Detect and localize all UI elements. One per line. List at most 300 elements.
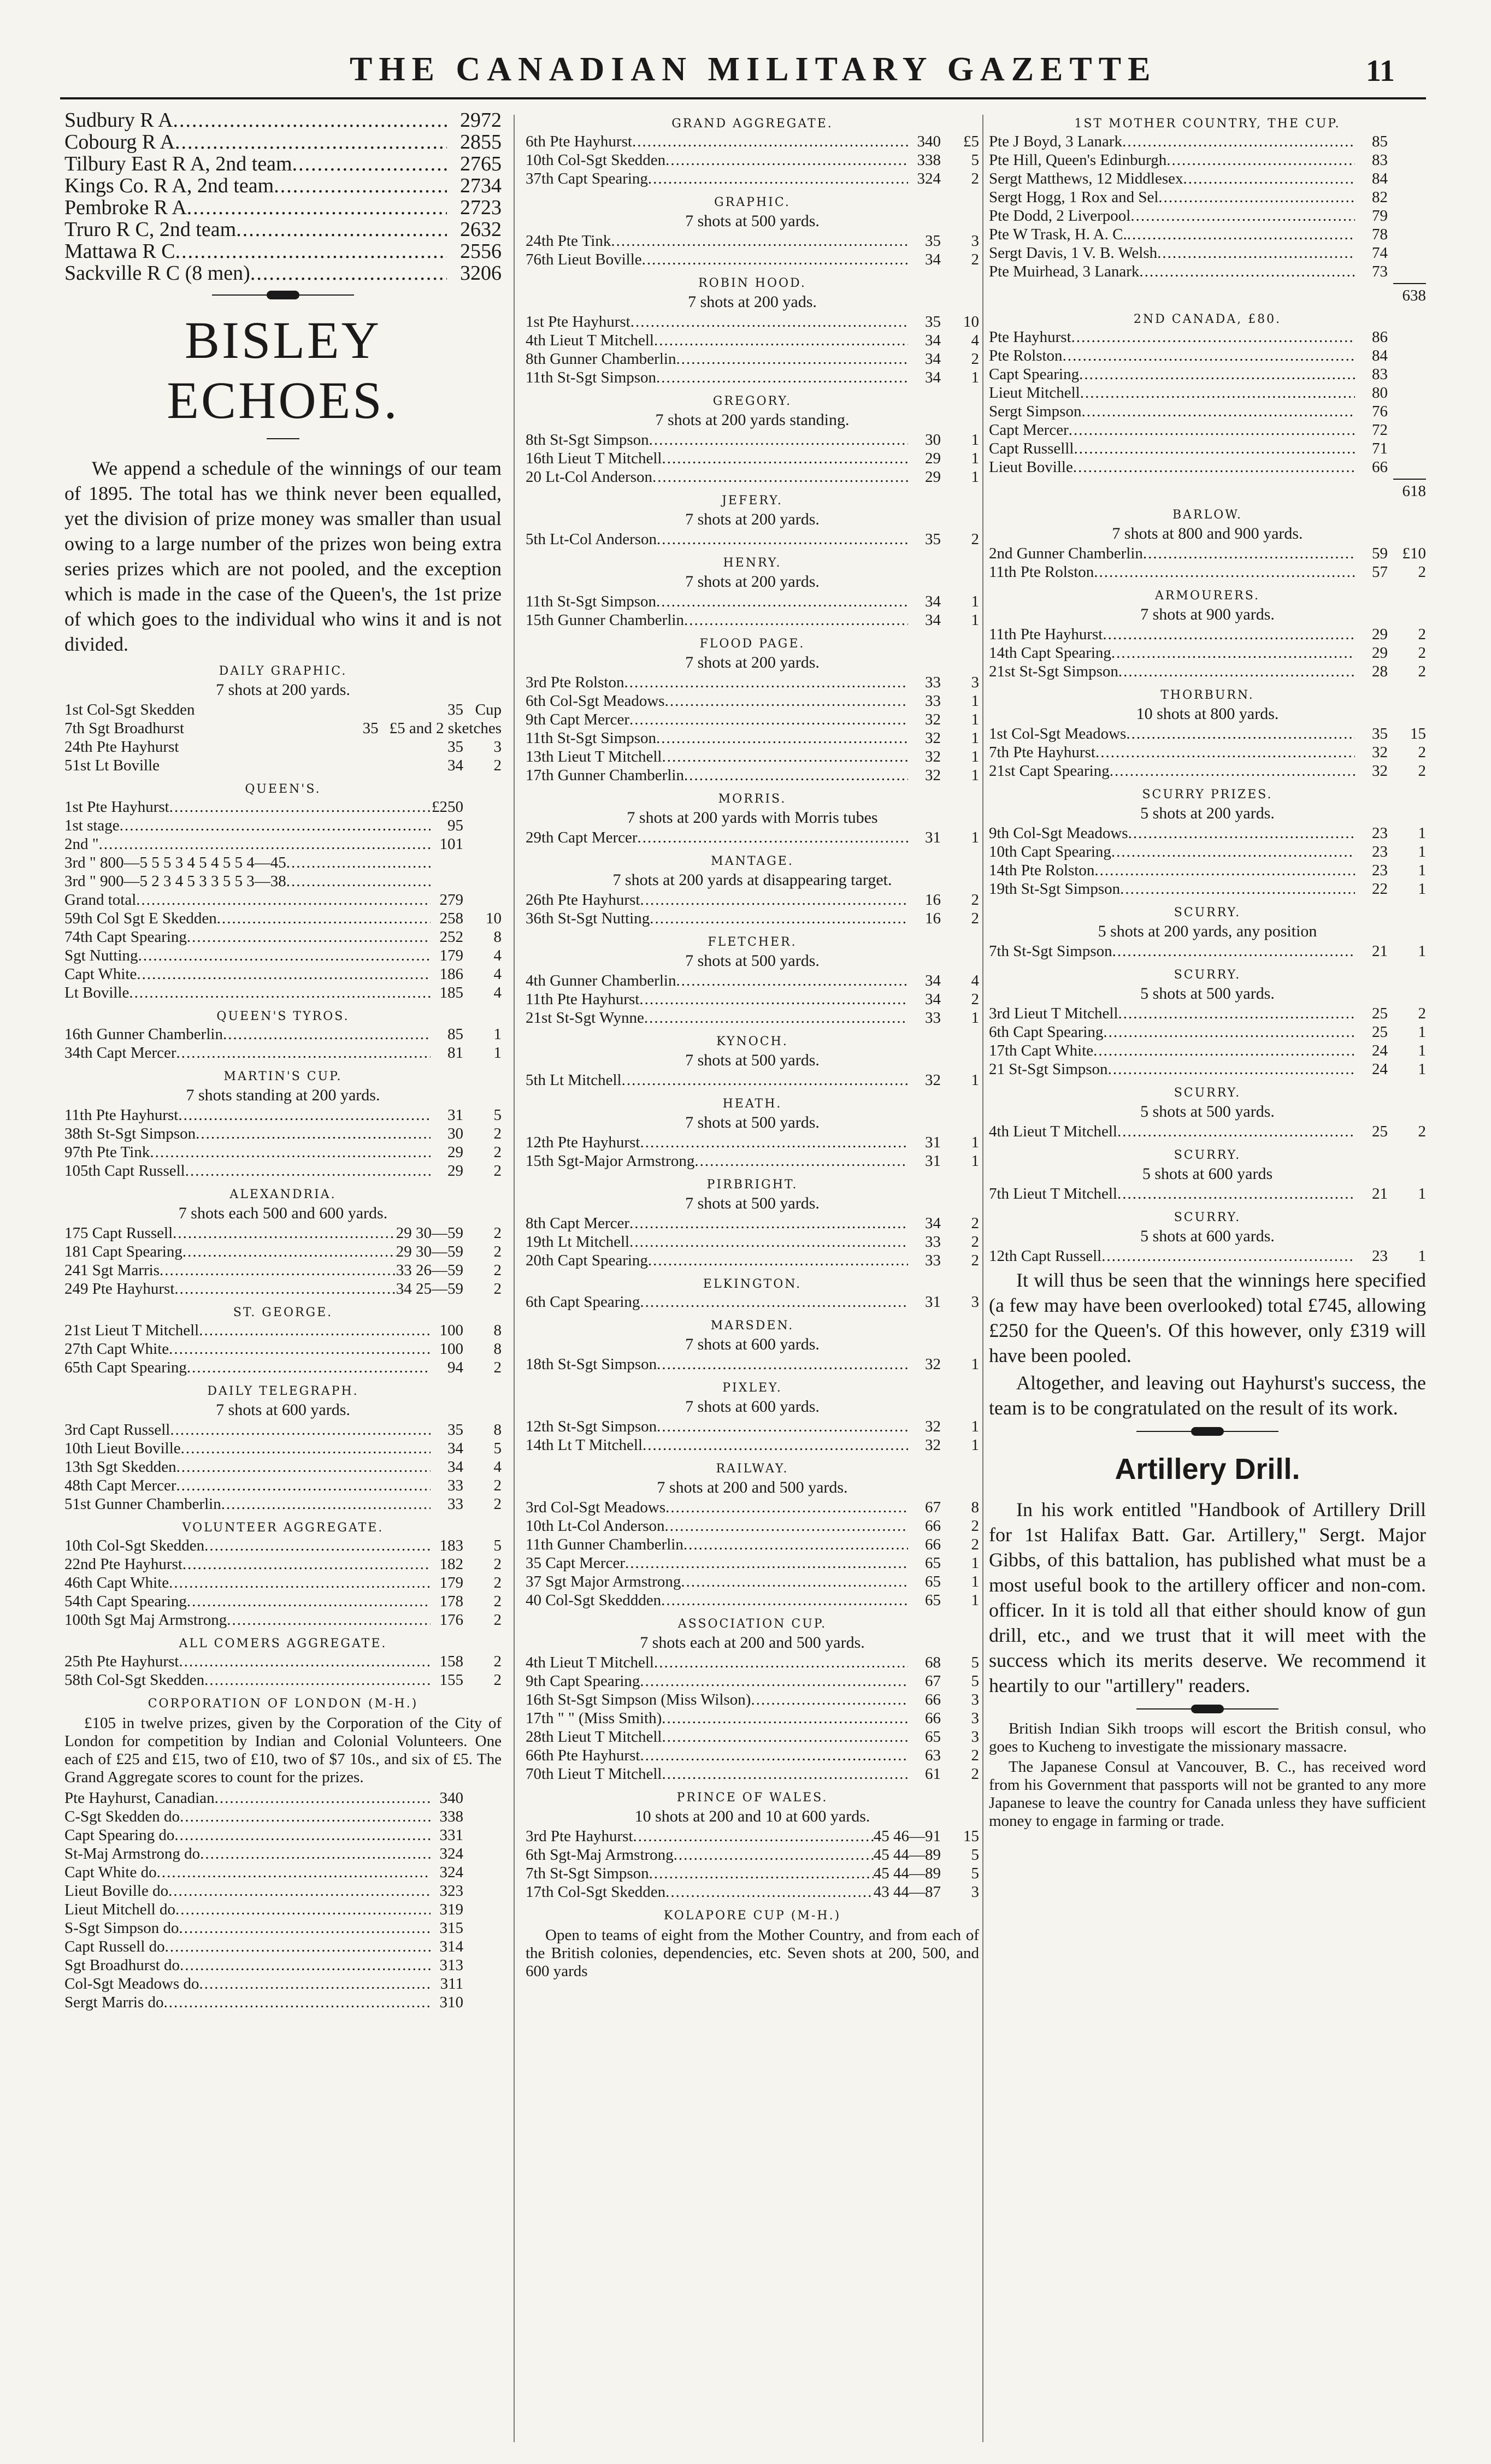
result-row: [64, 1280, 502, 1298]
competitor-name: 11th St-Sgt Simpson: [526, 729, 657, 747]
result-row: [64, 1124, 502, 1143]
title-rule: [267, 438, 299, 439]
section-heading: THORBURN.: [1160, 688, 1254, 702]
prize: 1: [1418, 1247, 1426, 1265]
score: 2556: [460, 240, 502, 263]
prize: 2: [971, 1233, 979, 1251]
result-row: [64, 1993, 502, 2012]
score: 31: [447, 1106, 463, 1124]
score: 32: [925, 767, 941, 784]
result-row: [526, 828, 979, 847]
result-row: [526, 151, 979, 169]
score: 34: [447, 757, 463, 774]
result-row: [526, 1827, 979, 1846]
competitor-name: 46th Capt White: [64, 1574, 169, 1591]
score: 28: [1372, 663, 1388, 680]
result-row: [526, 710, 979, 729]
section-heading: GREGORY.: [712, 394, 792, 408]
competitor-name: 11th Pte Hayhurst: [989, 626, 1103, 643]
prize: [1388, 225, 1426, 244]
leader-dots: [199, 1974, 431, 1993]
score: 66: [925, 1710, 941, 1727]
prize: 1: [1418, 942, 1426, 960]
prize: 1: [971, 729, 979, 747]
competitor-name: 11th Gunner Chamberlin: [526, 1536, 683, 1553]
result-row: [64, 719, 502, 738]
prize: [1388, 262, 1426, 281]
result-row: [526, 1251, 979, 1270]
result-row: [989, 861, 1426, 880]
leader-dots: [656, 368, 908, 387]
competitor-name: Sergt Hogg, 1 Rox and Sel: [989, 188, 1159, 206]
prize: 1: [971, 1591, 979, 1609]
result-row: [526, 1233, 979, 1251]
competitor-name: 8th St-Sgt Simpson: [526, 431, 649, 449]
score: 34: [447, 1458, 463, 1476]
score: 43 44—87: [873, 1883, 941, 1901]
result-row: [64, 700, 502, 719]
score: 34: [925, 991, 941, 1008]
result-row: [64, 891, 502, 909]
leader-dots: [1117, 1184, 1355, 1203]
bisley-intro: We append a schedule of the winnings of our team of 1895. The total has we think never been equalled, yet the division of prize money was smaller than usual owing to a large number of the prizes won being extra series prizes which are not pooled, and the exception which is made in the case of the Queen's, the 1st prize of which goes to the individual who wins it and is not divided.: [64, 457, 502, 655]
competitor-name: Sergt Matthews, 12 Middlesex: [989, 170, 1183, 187]
leader-dots: [170, 1420, 431, 1439]
result-row: [64, 1592, 502, 1611]
score: 33: [925, 692, 941, 710]
leader-dots: [1118, 1004, 1355, 1023]
score: 29: [1372, 626, 1388, 643]
leader-dots: [625, 1554, 908, 1572]
competitor-name: 7th St-Sgt Simpson: [989, 942, 1112, 960]
leader-dots: [1069, 421, 1355, 439]
competitor-name: 11th Pte Rolston: [989, 563, 1094, 581]
competitor-name: Capt Spearing do: [64, 1826, 175, 1844]
leader-dots: [681, 1572, 908, 1591]
score: 324: [917, 170, 941, 187]
score: 22: [1372, 880, 1388, 898]
prize: 8: [493, 1340, 502, 1358]
prize: 2: [493, 1574, 502, 1591]
score: 33: [925, 1233, 941, 1251]
section-heading: VOLUNTEER AGGREGATE.: [182, 1521, 384, 1535]
result-row: [64, 1025, 502, 1044]
summary-paragraph: Altogether, and leaving out Hayhurst's success, the team is to be congratulated on the result of its work.: [989, 1372, 1426, 1419]
result-row: [64, 928, 502, 946]
competitor-name: Capt Spearing: [989, 366, 1080, 383]
leader-dots: [1074, 439, 1355, 458]
ornament-divider: [1136, 1427, 1278, 1436]
result-row: [989, 762, 1426, 780]
result-row: [64, 1044, 502, 1062]
competitor-name: Pte Hill, Queen's Edinburgh: [989, 151, 1167, 169]
competitor-name: 16th Lieut T Mitchell: [526, 450, 662, 467]
leader-dots: [236, 219, 447, 240]
score: 33: [925, 1009, 941, 1027]
score: 59: [1372, 545, 1388, 562]
leader-dots: [174, 1280, 396, 1298]
score: 34 25—59: [396, 1280, 463, 1298]
leader-dots: [129, 983, 431, 1002]
leader-dots: [1080, 384, 1355, 402]
result-row: [526, 232, 979, 250]
leader-dots: [650, 909, 908, 928]
result-row: [64, 1919, 502, 1937]
leader-dots: [640, 1672, 908, 1690]
score: 23: [1372, 824, 1388, 842]
competitor-name: 17th Col-Sgt Skedden: [526, 1883, 666, 1901]
prize: 1: [493, 1044, 502, 1062]
section-heading: SCURRY.: [1174, 1148, 1241, 1162]
competitor-name: 22nd Pte Hayhurst: [64, 1555, 182, 1573]
prize: 2: [493, 1280, 502, 1298]
score: 73: [1372, 263, 1388, 280]
result-row: [989, 207, 1426, 225]
result-row: [64, 219, 502, 240]
leader-dots: [640, 891, 908, 909]
prize: 1: [971, 1071, 979, 1089]
result-row: [526, 1517, 979, 1535]
score: 279: [439, 891, 463, 909]
leader-dots: [676, 971, 908, 990]
result-row: [64, 1439, 502, 1458]
competitor-name: 11th Pte Hayhurst: [64, 1106, 179, 1124]
leader-dots: [182, 1555, 431, 1573]
score: 76: [1372, 403, 1388, 420]
score: 65: [925, 1591, 941, 1609]
leader-dots: [676, 350, 908, 368]
result-row: [526, 1498, 979, 1517]
leader-dots: [654, 331, 908, 350]
leader-dots: [178, 1106, 431, 1124]
competitor-name: Capt White: [64, 965, 137, 983]
competitor-name: 97th Pte Tink: [64, 1143, 150, 1161]
score: 35: [447, 701, 463, 718]
section-note: Open to teams of eight from the Mother Country, and from each of the British colonies, dependencies, etc. Seven shots at 200, 500, and 600 yards: [526, 1926, 979, 1980]
score: 45 44—89: [873, 1846, 941, 1864]
leader-dots: [661, 1591, 908, 1610]
leader-dots: [642, 250, 908, 269]
leader-dots: [649, 1864, 874, 1883]
leader-dots: [174, 1826, 431, 1844]
score: 179: [439, 1574, 463, 1591]
leader-dots: [179, 1652, 431, 1671]
result-row: [526, 971, 979, 990]
result-row: [989, 1004, 1426, 1023]
score: 185: [439, 984, 463, 1001]
leader-dots: [179, 1919, 431, 1937]
prize: [463, 1789, 502, 1807]
section-heading: FLETCHER.: [708, 935, 797, 949]
section-subheading: 7 shots at 200 yards.: [685, 573, 820, 591]
result-row: [64, 1826, 502, 1844]
leader-dots: [1183, 169, 1356, 188]
competitor-name: Pte Hayhurst, Canadian: [64, 1789, 215, 1807]
score: 186: [439, 965, 463, 983]
result-row: [989, 169, 1426, 188]
leader-dots: [223, 1025, 431, 1044]
result-row: [526, 468, 979, 486]
prize: 1: [971, 1355, 979, 1373]
competitor-name: 65th Capt Spearing: [64, 1359, 187, 1376]
score: 66: [925, 1691, 941, 1708]
prize: 2: [971, 1215, 979, 1232]
score: 31: [925, 829, 941, 846]
score: 310: [439, 1994, 463, 2011]
section-subheading: 7 shots at 200 yards.: [216, 681, 350, 699]
masthead-title: THE CANADIAN MILITARY GAZETTE: [350, 51, 1157, 88]
result-row: [526, 1152, 979, 1170]
competitor-name: 66th Pte Hayhurst: [526, 1747, 640, 1764]
prize: 2: [971, 891, 979, 909]
score: 71: [1372, 440, 1388, 457]
leader-dots: [1111, 644, 1355, 662]
competitor-name: 21 St-Sgt Simpson: [989, 1060, 1108, 1078]
prize: 4: [493, 947, 502, 964]
leader-dots: [120, 816, 431, 835]
prize: [463, 1919, 502, 1937]
score: 67: [925, 1499, 941, 1516]
competitor-name: C-Sgt Skedden do: [64, 1808, 180, 1825]
score: 35: [925, 530, 941, 548]
score: 83: [1372, 151, 1388, 169]
leader-dots: [182, 1242, 396, 1261]
leader-dots: [138, 946, 431, 965]
prize: 2: [493, 1555, 502, 1573]
leader-dots: [169, 1340, 431, 1358]
leader-dots: [1127, 225, 1355, 244]
result-row: [64, 816, 502, 835]
competitor-name: 34th Capt Mercer: [64, 1044, 176, 1062]
competitor-name: Sergt Davis, 1 V. B. Welsh: [989, 244, 1158, 262]
prize: 2: [1418, 644, 1426, 662]
result-row: [64, 1242, 502, 1261]
competitor-name: 37 Sgt Major Armstrong: [526, 1573, 681, 1590]
score: 34: [925, 369, 941, 386]
leader-dots: [629, 710, 908, 729]
competitor-name: Capt White do: [64, 1864, 157, 1881]
result-row: [526, 1846, 979, 1864]
result-row: [526, 1728, 979, 1746]
competitor-name: 54th Capt Spearing: [64, 1593, 187, 1610]
result-row: [64, 1321, 502, 1340]
result-row: [526, 1591, 979, 1610]
leader-dots: [160, 1261, 396, 1280]
section-heading: JEFERY.: [722, 494, 783, 508]
result-row: [64, 1476, 502, 1495]
result-row: [526, 1709, 979, 1728]
result-row: [526, 1293, 979, 1311]
score: £250: [432, 798, 463, 816]
prize: [463, 1900, 502, 1919]
prize: 1: [971, 711, 979, 728]
prize: [1388, 132, 1426, 151]
competitor-name: 29th Capt Mercer: [526, 829, 638, 846]
section-heading: FLOOD PAGE.: [699, 637, 805, 651]
section-subheading: 7 shots standing at 200 yards.: [186, 1086, 380, 1104]
competitor-name: Lieut Boville do: [64, 1882, 169, 1900]
score: 29: [925, 468, 941, 486]
score: 65: [925, 1573, 941, 1590]
prize: 8: [493, 1322, 502, 1339]
prize: 1: [1418, 824, 1426, 842]
competitor-name: 7th Pte Hayhurst: [989, 744, 1095, 761]
score: 79: [1372, 207, 1388, 225]
score: 176: [439, 1611, 463, 1629]
ornament-divider: [212, 291, 354, 299]
competitor-name: 21st Lieut T Mitchell: [64, 1322, 199, 1339]
leader-dots: [1118, 662, 1355, 681]
result-row: [989, 625, 1426, 644]
result-row: [526, 132, 979, 151]
prize: 2: [493, 1653, 502, 1670]
result-row: [64, 262, 502, 284]
masthead: [0, 50, 1491, 94]
result-row: [64, 197, 502, 219]
leader-dots: [665, 1517, 908, 1535]
result-row: [526, 530, 979, 549]
score: 35: [362, 720, 379, 737]
prize: 2: [971, 1252, 979, 1269]
score: 32: [925, 1436, 941, 1454]
prize: [463, 835, 502, 853]
result-row: [989, 244, 1426, 262]
section-subheading: 5 shots at 500 yards.: [1140, 1103, 1275, 1121]
section-heading: PIXLEY.: [722, 1381, 782, 1395]
competitor-name: 241 Sgt Marris: [64, 1262, 160, 1279]
score: 94: [447, 1359, 463, 1376]
competitor-name: 11th St-Sgt Simpson: [526, 369, 657, 386]
prize: 1: [971, 748, 979, 765]
result-row: [526, 673, 979, 692]
competitor-name: 6th Capt Spearing: [989, 1023, 1104, 1041]
section-subheading: 7 shots at 200 yards standing.: [655, 411, 850, 429]
competitor-name: Sackville R C (8 men): [64, 262, 250, 285]
leader-dots: [200, 1844, 431, 1863]
competitor-name: Sgt Nutting: [64, 947, 138, 964]
section-heading: CORPORATION OF LONDON (M-H.): [148, 1697, 419, 1711]
score: 30: [925, 431, 941, 449]
section-subheading: 7 shots at 600 yards.: [216, 1401, 350, 1419]
score: 31: [925, 1134, 941, 1151]
result-row: [64, 1652, 502, 1671]
artillery-text: In his work entitled "Handbook of Artillery Drill for 1st Halifax Batt. Gar. Artillery," Sergt. Major Gibbs, of this battalion, has published what must be a most useful book to the artillery officer and non-com. officer. In it is told all that either should know of gun drill, etc., and we trust that it will meet with the success which its merits deserve. We recommend it heartily to our "artillery" readers.: [989, 1499, 1426, 1696]
result-row: [989, 1060, 1426, 1078]
score: 25: [1372, 1005, 1388, 1022]
prize: [463, 1863, 502, 1882]
prize: 2: [1418, 563, 1426, 581]
result-row: [526, 891, 979, 909]
score: 85: [447, 1025, 463, 1043]
prize: 4: [493, 984, 502, 1001]
result-row: [526, 331, 979, 350]
prize: 2: [493, 1162, 502, 1180]
leader-dots: [180, 1807, 431, 1826]
leader-dots: [665, 1883, 874, 1901]
leader-dots: [1094, 563, 1355, 581]
leader-dots: [175, 131, 447, 153]
score: 35: [447, 738, 463, 756]
prize: 2: [1418, 626, 1426, 643]
competitor-name: 9th Capt Mercer: [526, 711, 630, 728]
section-heading: 1ST MOTHER COUNTRY, THE CUP.: [1074, 117, 1341, 131]
competitor-name: 3rd Pte Hayhurst: [526, 1828, 633, 1845]
competitor-name: 40 Col-Sgt Skeddden: [526, 1591, 662, 1609]
score: 32: [925, 1071, 941, 1089]
result-row: [989, 328, 1426, 346]
section-subheading: 5 shots at 500 yards.: [1140, 985, 1275, 1003]
competitor-name: 58th Col-Sgt Skedden: [64, 1671, 205, 1689]
result-row: [526, 1572, 979, 1591]
score: 34: [447, 1440, 463, 1457]
result-row: [64, 1458, 502, 1476]
leader-dots: [622, 1071, 908, 1089]
competitor-name: 20 Lt-Col Anderson: [526, 468, 652, 486]
leader-dots: [286, 853, 431, 872]
result-row: [989, 402, 1426, 421]
score: 29: [925, 450, 941, 467]
competitor-name: 2nd Gunner Chamberlin: [989, 545, 1143, 562]
competitor-name: 48th Capt Mercer: [64, 1477, 176, 1494]
competitor-name: 3rd " 800—5 5 5 3 4 5 4 5 5 4—45: [64, 854, 286, 871]
competitor-name: 1st Col-Sgt Meadows: [989, 725, 1127, 742]
score: 33: [925, 674, 941, 691]
leader-dots: [1079, 365, 1355, 384]
section-subheading: 7 shots at 200 yards at disappearing target.: [612, 871, 892, 889]
prize: 4: [971, 332, 979, 349]
section-heading: SCURRY.: [1174, 1086, 1241, 1100]
total-canada: 618: [1402, 482, 1426, 500]
prize: 5: [493, 1106, 502, 1124]
result-row: [64, 909, 502, 928]
competitor-name: 4th Gunner Chamberlin: [526, 972, 676, 989]
prize: [463, 816, 502, 835]
score: 323: [439, 1882, 463, 1900]
competitor-name: 8th Capt Mercer: [526, 1215, 630, 1232]
competitor-name: 5th Lt Mitchell: [526, 1071, 622, 1089]
score: [431, 853, 463, 872]
result-row: [526, 1672, 979, 1690]
leader-dots: [662, 449, 908, 468]
competitor-name: 181 Capt Spearing: [64, 1243, 182, 1260]
prize: 2: [971, 991, 979, 1008]
competitor-name: Sergt Simpson: [989, 403, 1082, 420]
leader-dots: [624, 673, 908, 692]
column-divider: [514, 115, 515, 2442]
spacer: [179, 738, 431, 756]
competitor-name: 14th Lt T Mitchell: [526, 1436, 643, 1454]
score: 23: [1372, 862, 1388, 879]
competitor-name: 51st Gunner Chamberlin: [64, 1495, 221, 1513]
competitor-name: 17th Capt White: [989, 1042, 1094, 1059]
prize: 2: [971, 251, 979, 268]
leader-dots: [751, 1690, 908, 1709]
result-row: [64, 798, 502, 816]
prize: 1: [1418, 1060, 1426, 1078]
competitor-name: Pte J Boyd, 3 Lanark: [989, 133, 1123, 150]
section-heading: ROBIN HOOD.: [698, 276, 806, 290]
result-row: [989, 1184, 1426, 1203]
score: 23: [1372, 1247, 1388, 1265]
leader-dots: [217, 909, 431, 928]
leader-dots: [1101, 1247, 1355, 1265]
leader-dots: [1094, 861, 1355, 880]
score: 34: [925, 1215, 941, 1232]
result-row: [989, 1247, 1426, 1265]
prize: 1: [971, 829, 979, 846]
section-subheading: 7 shots each 500 and 600 yards.: [178, 1204, 388, 1222]
score: 61: [925, 1765, 941, 1783]
